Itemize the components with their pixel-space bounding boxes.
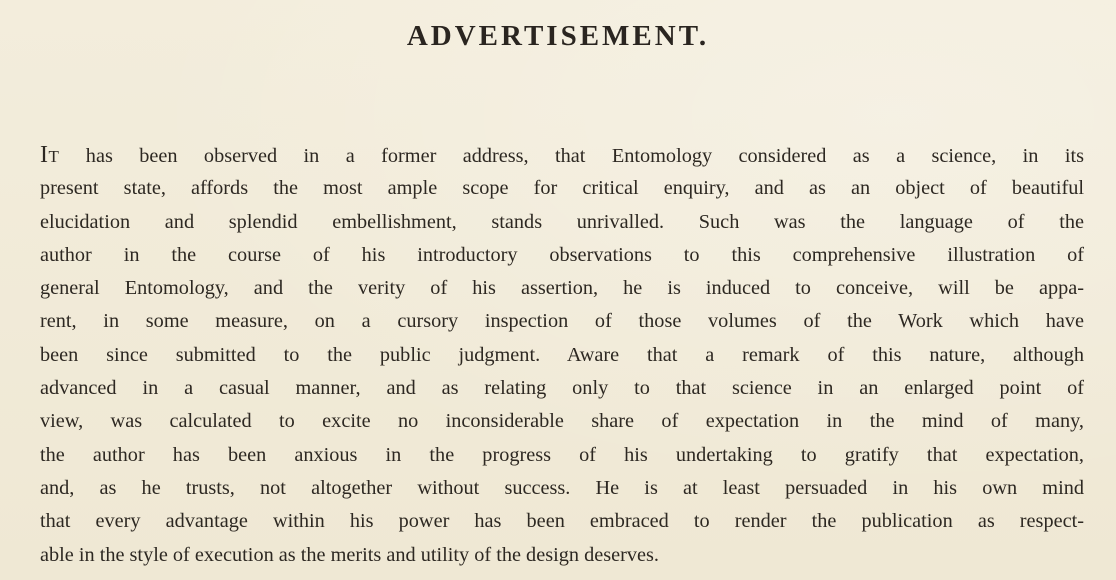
text-line-9: view, was calculated to excite no inconsiderable share of expectation in the mind of many, xyxy=(40,410,1084,433)
text-line-2: present state, affords the most ample scope for critical enquiry, and as an object of beautiful xyxy=(40,177,1084,200)
text-line-6: rent, in some measure, on a cursory inspection of those volumes of the Work which have xyxy=(40,310,1084,333)
first-line-text: has been observed in a former address, that Entomology considered as a science, in its xyxy=(59,145,1084,167)
text-line-8: advanced in a casual manner, and as relating only to that science in an enlarged point of xyxy=(40,377,1084,400)
text-line-5: general Entomology, and the verity of his assertion, he is induced to conceive, will be appa- xyxy=(40,277,1084,300)
text-line-13: able in the style of execution as the merits and utility of the design deserves. xyxy=(40,543,659,566)
text-line-3: elucidation and splendid embellishment, stands unrivalled. Such was the language of the xyxy=(40,210,1084,233)
text-line-12: that every advantage within his power has been embraced to render the publication as respect- xyxy=(40,510,1084,533)
text-line-11: and, as he trusts, not altogether without success. He is at least persuaded in his own mind xyxy=(40,476,1084,499)
text-line-4: author in the course of his introductory observations to this comprehensive illustration of xyxy=(40,243,1084,266)
advertisement-paragraph xyxy=(40,139,1084,572)
text-line-7: been since submitted to the public judgment. Aware that a remark of this nature, although xyxy=(40,343,1084,366)
drop-cap-word: It xyxy=(40,142,60,168)
page-title: ADVERTISEMENT. xyxy=(406,20,710,52)
text-line-10: the author has been anxious in the progress of his undertaking to gratify that expectation, xyxy=(40,443,1084,466)
text-line-1 xyxy=(40,139,1084,172)
